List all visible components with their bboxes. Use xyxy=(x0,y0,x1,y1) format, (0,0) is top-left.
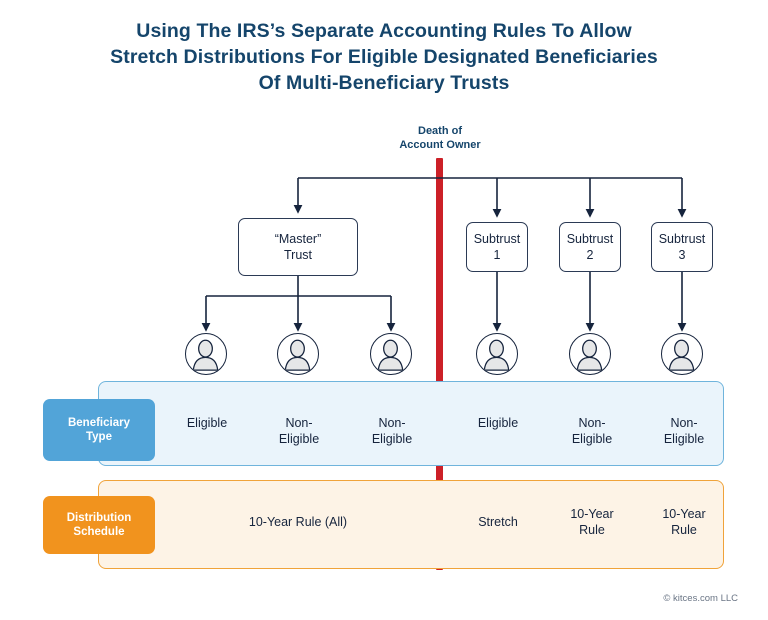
title-line-2: Stretch Distributions For Eligible Designated Beneficiaries xyxy=(110,46,658,68)
beneficiary-type-cell-4 xyxy=(450,415,546,431)
beneficiary-person-icon-3 xyxy=(370,333,412,375)
beneficiary-person-icon-2 xyxy=(277,333,319,375)
beneficiary-cell-3-line-2: Eligible xyxy=(371,432,413,446)
distribution-cell-subtrust-1 xyxy=(450,514,546,530)
distribution-schedule-tag xyxy=(43,496,155,554)
distribution-cell-subtrust-3 xyxy=(636,506,732,538)
beneficiary-type-cell-3 xyxy=(344,415,440,447)
subtrust-1-box xyxy=(466,222,528,272)
beneficiary-cell-5-line-1: Non- xyxy=(578,416,606,430)
master-trust-box xyxy=(238,218,358,276)
beneficiary-type-cell-1 xyxy=(159,415,255,431)
beneficiary-cell-6-line-2: Eligible xyxy=(663,432,705,446)
subtrust-3-box xyxy=(651,222,713,272)
distribution-cell-subtrust-2 xyxy=(544,506,640,538)
subtrust-2-line-1: Subtrust xyxy=(566,232,614,246)
subtrust-3-line-1: Subtrust xyxy=(658,232,706,246)
beneficiary-person-icon-1 xyxy=(185,333,227,375)
distribution-cell-3-line-1: 10-Year xyxy=(570,507,614,521)
subtrust-1-line-2: 1 xyxy=(493,248,501,262)
death-label-line-1: Death of xyxy=(418,125,462,137)
distribution-cell-1-line-1: 10-Year Rule (All) xyxy=(248,515,348,529)
master-trust-line-2: Trust xyxy=(283,248,312,262)
beneficiary-person-icon-4 xyxy=(476,333,518,375)
beneficiary-person-icon-5 xyxy=(569,333,611,375)
beneficiary-type-cell-5 xyxy=(544,415,640,447)
subtrust-2-line-2: 2 xyxy=(586,248,594,262)
beneficiary-type-tag xyxy=(43,399,155,461)
beneficiary-tag-line-2: Type xyxy=(85,431,112,443)
title-line-1: Using The IRS’s Separate Accounting Rules To Allow xyxy=(136,20,632,42)
death-label-line-2: Account Owner xyxy=(399,139,481,151)
beneficiary-cell-5-line-2: Eligible xyxy=(571,432,613,446)
beneficiary-cell-4-line-1: Eligible xyxy=(477,416,519,430)
beneficiary-cell-1-line-1: Eligible xyxy=(186,416,228,430)
title-line-3: Of Multi-Beneficiary Trusts xyxy=(258,72,510,94)
beneficiary-person-icon-6 xyxy=(661,333,703,375)
distribution-cell-4-line-1: 10-Year xyxy=(662,507,706,521)
distribution-tag-line-1: Distribution xyxy=(66,512,132,524)
distribution-cell-master xyxy=(184,514,412,530)
distribution-cell-3-line-2: Rule xyxy=(579,523,605,537)
subtrust-1-line-1: Subtrust xyxy=(473,232,521,246)
beneficiary-cell-6-line-1: Non- xyxy=(670,416,698,430)
master-trust-line-1: “Master” xyxy=(274,232,322,246)
beneficiary-cell-3-line-1: Non- xyxy=(378,416,406,430)
subtrust-2-box xyxy=(559,222,621,272)
subtrust-3-line-2: 3 xyxy=(678,248,686,262)
beneficiary-type-cell-6 xyxy=(636,415,732,447)
distribution-cell-2-line-1: Stretch xyxy=(478,515,518,529)
beneficiary-type-cell-2 xyxy=(251,415,347,447)
beneficiary-cell-2-line-2: Eligible xyxy=(278,432,320,446)
distribution-tag-line-2: Schedule xyxy=(73,526,125,538)
copyright-footer: © kitces.com LLC xyxy=(663,593,738,604)
distribution-cell-4-line-2: Rule xyxy=(671,523,697,537)
beneficiary-cell-2-line-1: Non- xyxy=(285,416,313,430)
beneficiary-tag-line-1: Beneficiary xyxy=(67,417,130,429)
